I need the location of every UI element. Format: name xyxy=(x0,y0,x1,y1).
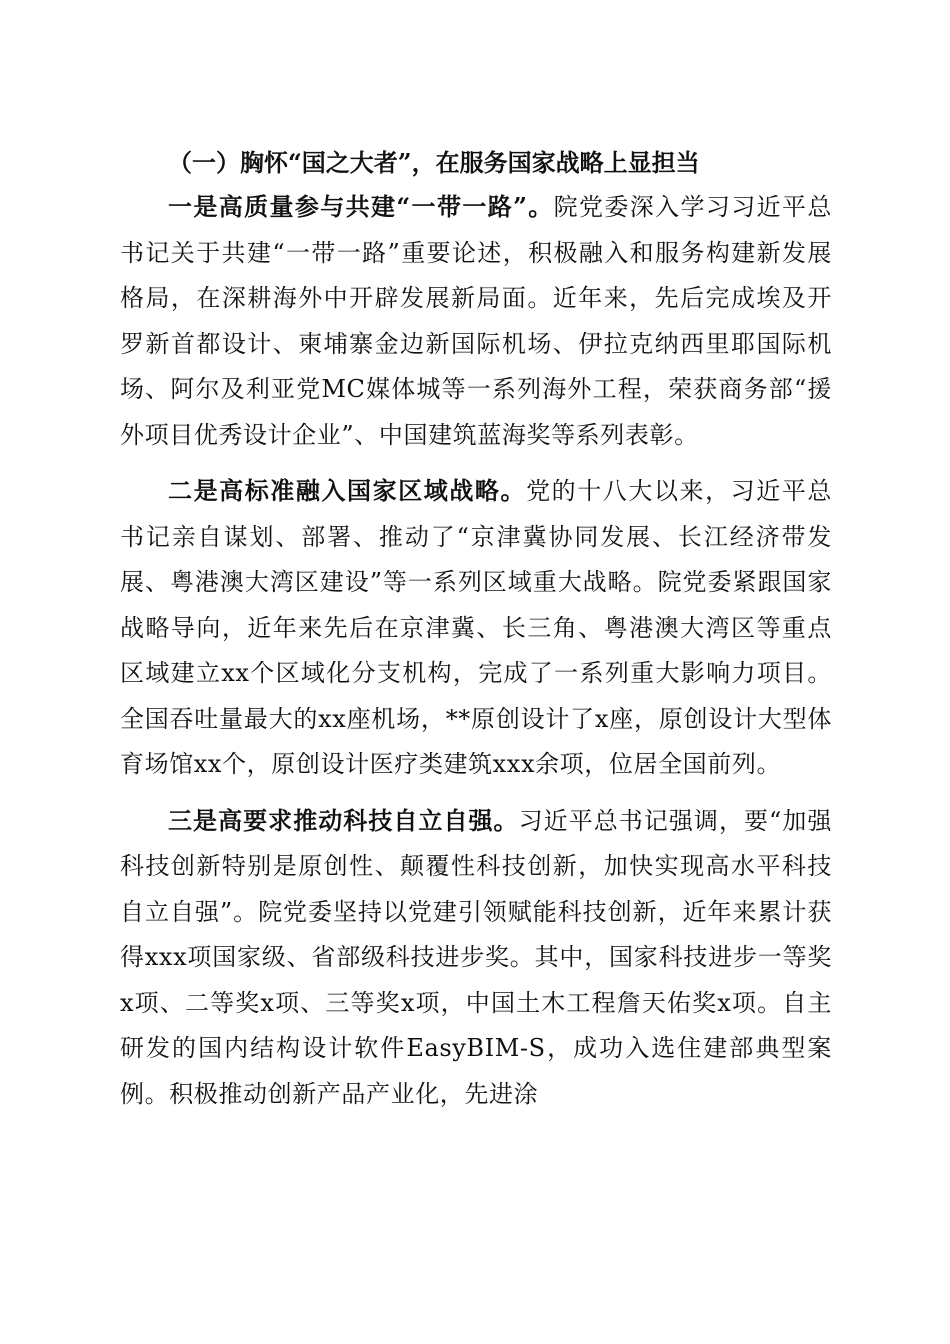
paragraph-body: 党的十八大以来，习近平总书记亲自谋划、部署、推动了“京津冀协同发展、长江经济带发展、粤港澳大湾区建设”等一系列区域重大战略。院党委紧跟国家战略导向，近年来先后在京津冀、长三角、粤港澳大湾区等重点区域建立xx个区域化分支机构，完成了一系列重大影响力项目。全国吞吐量最大的xx座机场，**原创设计了x座，原创设计大型体育场馆xx个，原创设计医疗类建筑xxx余项，位居全国前列。 xyxy=(120,477,832,778)
paragraph-belt-and-road xyxy=(120,184,832,458)
section-heading: （一）胸怀“国之大者”，在服务国家战略上显担当 xyxy=(168,148,700,177)
paragraph-regional-strategy xyxy=(120,468,832,788)
paragraph-lead: 一是高质量参与共建“一带一路”。 xyxy=(168,192,554,221)
paragraph-body: 院党委深入学习习近平总书记关于共建“一带一路”重要论述，积极融入和服务构建新发展格局，在深耕海外中开辟发展新局面。近年来，先后完成埃及开罗新首都设计、柬埔寨金边新国际机场、伊拉克纳西里耶国际机场、阿尔及利亚党MC媒体城等一系列海外工程，荣获商务部“援外项目优秀设计企业”、中国建筑蓝海奖等系列表彰。 xyxy=(120,193,832,449)
paragraph-lead: 二是高标准融入国家区域战略。 xyxy=(168,476,527,505)
paragraph-lead: 三是高要求推动科技自立自强。 xyxy=(168,805,519,835)
document-body xyxy=(120,142,832,1117)
paragraph-tech-self-reliance xyxy=(120,798,832,1118)
paragraph-body: 习近平总书记强调，要“加强科技创新特别是原创性、颠覆性科技创新，加快实现高水平科技自立自强”。院党委坚持以党建引领赋能科技创新，近年来累计获得xxx项国家级、省部级科技进步奖。其中，国家科技进步一等奖x项、二等奖x项、三等奖x项，中国土木工程詹天佑奖x项。自主研发的国内结构设计软件EasyBIM-S，成功入选住建部典型案例。积极推动创新产品产业化，先进涂 xyxy=(120,806,832,1108)
